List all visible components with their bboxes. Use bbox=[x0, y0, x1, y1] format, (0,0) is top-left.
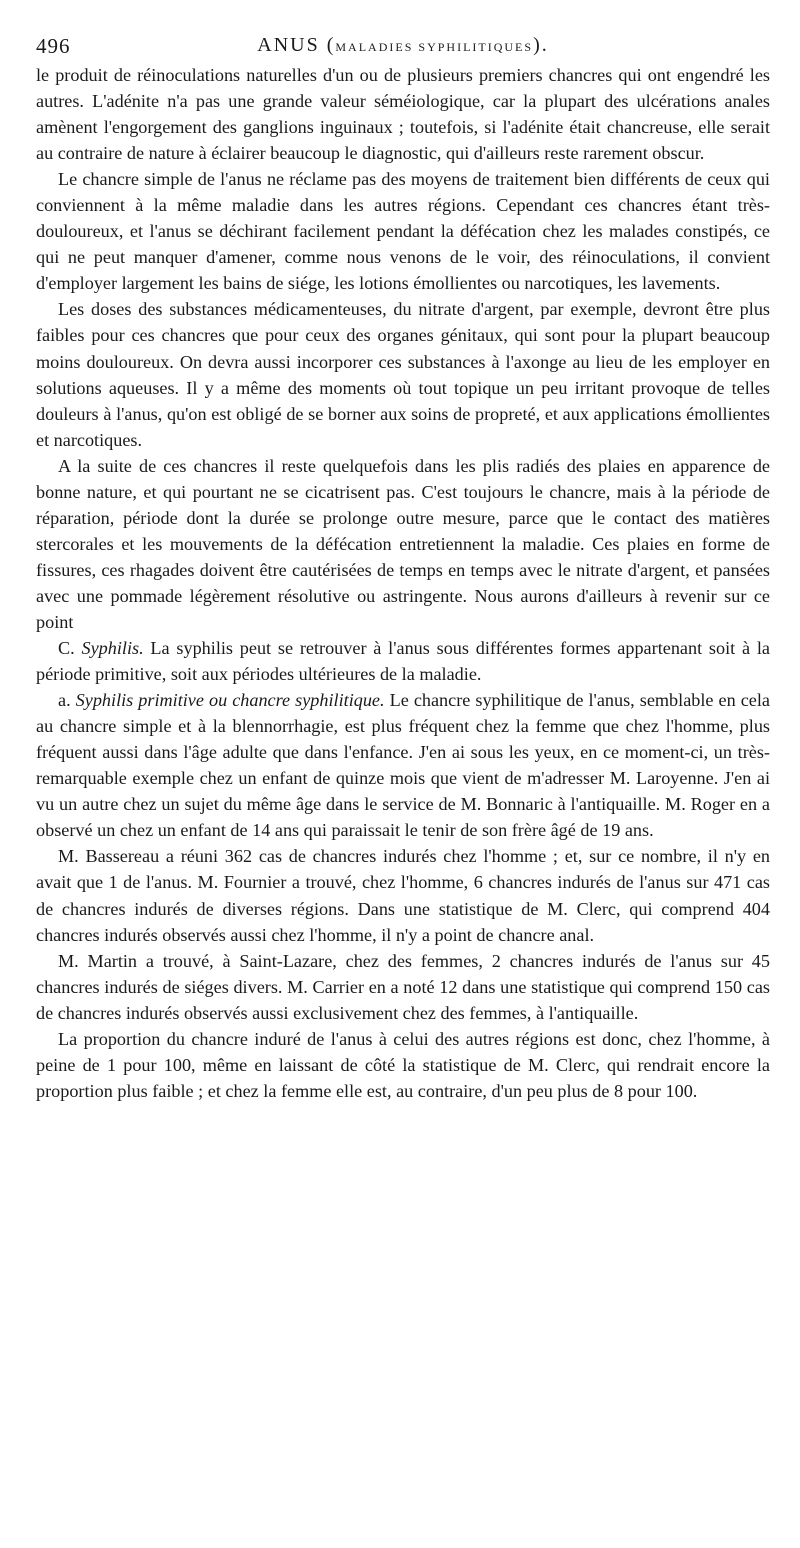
paragraph-text: A la suite de ces chancres il reste quelquefois dans les plis radiés des plaies en apparence de bonne nature, et qui pourtant ne se cicatrisent pas. C'est toujours le chancre, mais à la période de réparation, période dont la durée se prolonge outre mesure, parce que le contact des matières stercorales et les mouvements de la défécation entretiennent la maladie. Ces plaies en forme de fissures, ces rhagades doivent être cautérisées de temps en temps avec le nitrate d'argent, et pansées avec une pommade légèrement résolutive ou astringente. Nous aurons d'ailleurs à revenir sur ce point bbox=[36, 455, 770, 632]
paragraph-text: le produit de réinoculations naturelles d'un ou de plusieurs premiers chancres qui ont engendré les autres. L'adénite n'a pas une grande valeur séméiologique, car la plupart des ulcérations anales amènent l'engorgement des ganglions inguinaux ; toutefois, si l'adénite était chancreuse, elle serait au contraire de nature à éclairer beaucoup le diagnostic, qui d'ailleurs reste rarement obscur. bbox=[36, 65, 770, 164]
paragraph-continuation bbox=[36, 62, 770, 166]
page-number: 496 bbox=[36, 34, 71, 58]
paragraph-text: Le chancre simple de l'anus ne réclame pas des moyens de traitement bien différents de ceux qui conviennent à la même maladie dans les autres régions. Cependant ces chancres étant très-douloureux, et l'anus se déchirant facilement pendant la défécation chez les malades constipés, ce qui ne peut manquer d'amener, comme nous venons de le voir, des réinoculations, il convient d'employer largement les bains de siége, les lotions émollientes ou narcotiques, les lavements. bbox=[36, 169, 770, 294]
paragraph bbox=[36, 453, 770, 635]
body-text bbox=[36, 62, 770, 1104]
section-letter: C. bbox=[58, 638, 82, 659]
paragraph-text: Le chancre syphilitique de l'anus, semblable en cela au chancre simple et à la blennorrhagie, est plus fréquent chez la femme que chez l'homme, plus fréquent aussi dans l'âge adulte que dans l'enfance. J'en ai sous les yeux, en ce moment-ci, un très-remarquable exemple chez un enfant de quinze mois que vient de m'adresser M. Laroyenne. J'en ai vu un autre chez un sujet du même âge dans le service de M. Bonnaric à l'antiquaille. M. Roger en a observé un chez un enfant de 14 ans qui paraissait le tenir de son frère âgé de 19 ans. bbox=[36, 690, 770, 841]
paragraph-syphilis-primitive bbox=[36, 687, 770, 843]
paragraph-text: La syphilis peut se retrouver à l'anus sous différentes formes appartenant soit à la période primitive, soit aux périodes ultérieures de la maladie. bbox=[36, 638, 770, 685]
running-title-main: ANUS ( bbox=[257, 34, 336, 56]
running-title-end: ). bbox=[533, 34, 549, 56]
paragraph-text: Les doses des substances médicamenteuses, du nitrate d'argent, par exemple, devront être plus faibles pour ces chancres que pour ceux des organes génitaux, qui sont pour la plupart beaucoup moins douloureux. On devra aussi incorporer ces substances à l'axonge au lieu de les employer en solutions aqueuses. Il y a même des moments où tout topique un peu irritant provoque de telles douleurs à l'anus, qu'on est obligé de se borner aux soins de propreté, et aux applications émollientes et narcotiques. bbox=[36, 299, 770, 450]
subsection-heading: Syphilis primitive ou chancre syphilitique. bbox=[75, 690, 385, 711]
running-head bbox=[36, 28, 770, 62]
subsection-letter: a. bbox=[58, 690, 76, 711]
paragraph bbox=[36, 1026, 770, 1104]
paragraph bbox=[36, 296, 770, 452]
paragraph bbox=[36, 166, 770, 296]
paragraph-text: M. Martin a trouvé, à Saint-Lazare, chez des femmes, 2 chancres indurés de l'anus sur 45 chancres indurés de siéges divers. M. Carrier en a noté 12 dans une statistique qui comprend 150 cas de chancres indurés observés aussi exclusivement chez des femmes, à l'antiquaille. bbox=[36, 950, 770, 1023]
section-heading: Syphilis. bbox=[81, 638, 144, 659]
running-title bbox=[36, 34, 770, 57]
paragraph-text: M. Bassereau a réuni 362 cas de chancres indurés chez l'homme ; et, sur ce nombre, il n'y en avait que 1 de l'anus. M. Fournier a trouvé, chez l'homme, 6 chancres indurés de l'anus sur 471 cas de chancres indurés de diverses régions. Dans une statistique de M. Clerc, qui comprend 404 chancres indurés observés aussi chez l'homme, il n'y a point de chancre anal. bbox=[36, 846, 770, 945]
paragraph bbox=[36, 948, 770, 1026]
paragraph-syphilis bbox=[36, 635, 770, 687]
running-title-smallcaps: MALADIES SYPHILITIQUES bbox=[335, 40, 534, 54]
paragraph bbox=[36, 843, 770, 947]
book-page bbox=[36, 28, 770, 1104]
paragraph-text: La proportion du chancre induré de l'anus à celui des autres régions est donc, chez l'homme, à peine de 1 pour 100, même en laissant de côté la statistique de M. Clerc, qui rendrait encore la proportion plus faible ; et chez la femme elle est, au contraire, d'un peu plus de 8 pour 100. bbox=[36, 1028, 770, 1101]
